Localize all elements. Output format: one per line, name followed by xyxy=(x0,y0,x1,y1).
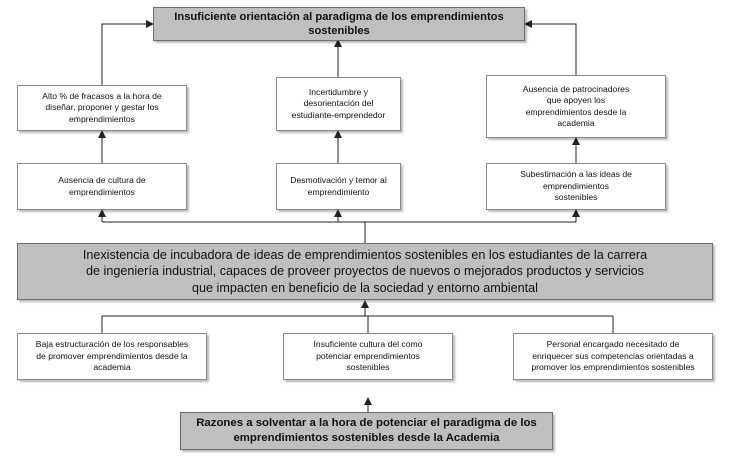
effect-text-middle-upper: Incertidumbre y desorientación del estudiante-emprendedor xyxy=(291,86,386,120)
cause-text-left: Baja estructuración de los responsables de promover emprendimientos desde la academia xyxy=(35,339,189,373)
effect-box-left-upper xyxy=(17,85,187,131)
cause-box-left xyxy=(17,333,207,380)
cause-text-right: Personal encargado necesitado de enriquecer sus competencias orientadas a promover los emprendimientos sostenibles xyxy=(531,339,695,373)
effect-text-right-upper: Ausencia de patrocinadores que apoyen los emprendimientos desde la academia xyxy=(522,83,630,128)
effect-box-right-lower xyxy=(486,163,666,210)
connector-left-top xyxy=(102,24,153,85)
effect-text-middle-lower: Desmotivación y temor al emprendimiento xyxy=(290,175,387,197)
effect-text-left-upper: Alto % de fracasos a la hora de diseñar, proponer y gestar los emprendimientos xyxy=(42,90,162,124)
top-effect-box xyxy=(153,7,525,41)
root-reason-text: Razones a solventar a la hora de potenciar el paradigma de los emprendimientos sostenibles desde la Academia xyxy=(196,417,537,444)
effect-box-middle-upper xyxy=(276,77,401,131)
effect-box-middle-lower xyxy=(276,163,401,210)
cause-box-middle xyxy=(283,333,453,380)
connector-right-top xyxy=(525,24,576,75)
central-problem-text: Inexistencia de incubadora de ideas de emprendimientos sostenibles en los estudiantes de la carrera de ingeniería industrial, capaces de proveer proyectos de nuevos o mejorados productos y servicios que impacten en beneficio de la sociedad y entorno ambiental xyxy=(82,247,648,295)
effect-text-right-lower: Subestimación a las ideas de emprendimientos sostenibles xyxy=(520,169,632,203)
cause-box-right xyxy=(513,333,713,380)
root-reason-box xyxy=(180,412,553,450)
top-effect-text: Insuficiente orientación al paradigma de los emprendimientos sostenibles xyxy=(174,11,504,37)
cause-text-middle: Insuficiente cultura del como potenciar emprendimientos sostenibles xyxy=(313,339,423,373)
effect-text-left-lower: Ausencia de cultura de emprendimientos xyxy=(58,175,146,197)
effect-box-left-lower xyxy=(17,163,187,210)
central-problem-box xyxy=(17,243,713,300)
effect-box-right-upper xyxy=(486,75,666,138)
